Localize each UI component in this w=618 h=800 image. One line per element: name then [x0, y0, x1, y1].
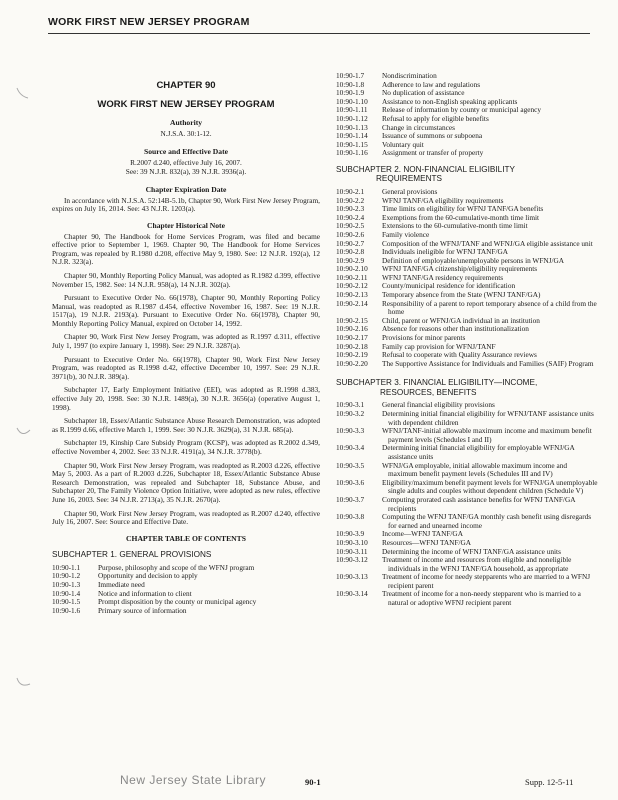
toc-entry-title: Notice and information to client	[98, 588, 192, 598]
toc-entry-title: Prompt disposition by the county or municipal agency	[98, 597, 257, 607]
toc-entry-title: Individuals ineligible for WFNJ TANF/GA	[382, 247, 509, 257]
toc-entry-title: Treatment of income for needy stepparents who are married to a WFNJ recipient parent	[382, 572, 591, 590]
toc-entry	[336, 115, 598, 124]
chapter-title: WORK FIRST NEW JERSEY PROGRAM	[97, 98, 275, 110]
toc-entry-number: 10:90-1.16	[336, 148, 368, 158]
toc-entry-number: 10:90-1.12	[336, 113, 368, 123]
toc-entry	[52, 572, 320, 581]
margin-mark-icon	[14, 676, 34, 690]
toc-entry-title: Change in circumstances	[382, 122, 455, 132]
toc-entry-title: No duplication of assistance	[382, 88, 465, 98]
history-paragraph: Pursuant to Executive Order No. 66(1978), Chapter 90, Monthly Reporting Policy Manual, was readopted as R.1987 d.454, effective November 16, 1987. See: 19 N.J.R. 1517(a), 19 N.J.R. 2193(a). Pursuant to Executive Order No. 66(1978), Chapter 90, Monthly Reporting Policy Manual, expired on October 14, 1992.	[52, 293, 320, 328]
authority-text: N.J.S.A. 30:1-12.	[160, 128, 212, 138]
history-heading: Chapter Historical Note	[147, 220, 225, 230]
toc-entry-number: 10:90-1.9	[336, 88, 365, 98]
toc-entry-title: Time limits on eligibility for WFNJ TANF/GA benefits	[382, 204, 544, 214]
toc-entry-title: Treatment of income and resources from eligible and noneligible individuals in the WFNJ TANF/GA household, as appropriate	[382, 555, 572, 573]
toc-entry	[336, 325, 598, 334]
toc-entry-number: 10:90-3.3	[336, 426, 365, 436]
subchapter-2-heading: SUBCHAPTER 2. NON-FINANCIAL ELIGIBILITY REQUIREMENTS	[336, 164, 515, 184]
history-paragraph: Pursuant to Executive Order No. 66(1978), Chapter 90, Work First New Jersey Program, was readopted as R.1998 d.42, effective December 10, 1997. See: 29 N.J.R. 3971(b), 30 N.J.R. 389(a).	[52, 354, 320, 381]
toc-entry-number: 10:90-3.6	[336, 477, 365, 487]
toc-entry	[336, 300, 598, 317]
toc-entry-title: Computing prorated cash assistance benefits for WFNJ TANF/GA recipients	[382, 494, 576, 513]
toc-entry-title: Assignment or transfer of property	[382, 148, 484, 158]
toc-entry-number: 10:90-2.11	[336, 272, 368, 282]
toc-entry-number: 10:90-2.8	[336, 247, 365, 257]
history-paragraph: Chapter 90, The Handbook for Home Services Program, was filed and became effective prior to September 1, 1969. Chapter 90, The Handbook for Home Services Program, was repealed by R.1980 d.208, effective May 9, 1980. See: 12 N.J.R. 192(a), 12 N.J.R. 323(a).	[52, 231, 320, 267]
subchapter-1-heading: SUBCHAPTER 1. GENERAL PROVISIONS	[52, 550, 212, 560]
expiration-heading: Chapter Expiration Date	[145, 185, 227, 195]
toc-entry	[336, 410, 598, 427]
history-paragraph: Chapter 90, Work First New Jersey Program, was readopted as R.2003 d.226, effective May 5, 2003. As a part of R.2003 d.226, Subchapter 18, Essex/Atlantic Substance Abuse Research Demonstration, was repealed and Subchapter 18, Substance Abuse, and Subchapter 20, The Family Violence Option Initiative, were adopted as new rules, effective June 16, 2003. See: 34 N.J.R. 2713(a), 35 N.J.R. 2670(a).	[52, 460, 320, 504]
toc-entry-number: 10:90-2.9	[336, 255, 365, 265]
toc-entry-number: 10:90-1.6	[52, 605, 81, 615]
toc-entry	[52, 607, 320, 616]
toc-entry	[336, 427, 598, 444]
toc-entry-title: Purpose, philosophy and scope of the WFNJ program	[98, 562, 255, 572]
subchapter-1-continued-list	[336, 72, 598, 158]
toc-entry-title: WFNJ TANF/GA citizenship/eligibility requirements	[382, 264, 538, 274]
toc-entry-number: 10:90-2.13	[336, 290, 368, 300]
library-stamp: New Jersey State Library	[120, 773, 267, 787]
toc-entry-number: 10:90-3.11	[336, 546, 368, 556]
left-column	[52, 58, 320, 615]
toc-entry-title: Determining initial financial eligibility for WFNJ/TANF assistance units with dependent children	[382, 409, 594, 427]
toc-entry-number: 10:90-1.2	[52, 571, 81, 581]
toc-entry-number: 10:90-1.1	[52, 562, 81, 572]
toc-entry-number: 10:90-1.13	[336, 122, 368, 132]
subchapter-3-list	[336, 401, 598, 607]
subchapter-3-heading: SUBCHAPTER 3. FINANCIAL ELIGIBILITY—INCOME, RESOURCES, BENEFITS	[336, 378, 538, 397]
toc-entry-number: 10:90-3.13	[336, 572, 368, 582]
toc-entry-number: 10:90-3.7	[336, 494, 365, 504]
toc-entry-title: Exemptions from the 60-cumulative-month time limit	[382, 212, 540, 222]
toc-entry-number: 10:90-2.6	[336, 229, 365, 239]
toc-entry-number: 10:90-3.8	[336, 512, 365, 522]
toc-entry-number: 10:90-2.15	[336, 315, 368, 325]
toc-entry	[336, 444, 598, 461]
toc-entry-number: 10:90-1.14	[336, 131, 368, 141]
toc-entry	[336, 132, 598, 141]
toc-entry-number: 10:90-1.8	[336, 79, 365, 89]
toc-entry-number: 10:90-3.9	[336, 529, 365, 539]
running-head: WORK FIRST NEW JERSEY PROGRAM	[48, 16, 250, 28]
toc-entry-number: 10:90-2.3	[336, 204, 365, 214]
toc-entry-title: Extensions to the 60-cumulative-month time limit	[382, 221, 528, 231]
toc-entry-number: 10:90-3.5	[336, 460, 365, 470]
toc-entry-number: 10:90-1.3	[52, 580, 81, 590]
toc-entry-title: County/municipal residence for identification	[382, 281, 516, 291]
source-heading: Source and Effective Date	[143, 147, 228, 157]
toc-entry	[336, 573, 598, 590]
toc-entry-title: Treatment of income for a non-needy stepparent who is married to a natural or adoptive WFNJ recipient parent	[382, 589, 581, 608]
toc-entry-title: Voluntary quit	[382, 139, 424, 149]
supplement-date: Supp. 12-5-11	[525, 777, 574, 787]
toc-entry-title: Release of information by county or municipal agency	[382, 105, 542, 115]
subchapter-1-list	[52, 564, 320, 616]
toc-entry-title: Resources—WFNJ TANF/GA	[382, 537, 472, 547]
toc-entry-number: 10:90-3.1	[336, 400, 365, 410]
toc-entry-title: Provisions for minor parents	[382, 333, 466, 343]
toc-entry-number: 10:90-3.12	[336, 555, 368, 565]
toc-entry-title: Child, parent or WFNJ/GA individual in an institution	[382, 315, 540, 325]
source-line: R.2007 d.240, effective July 16, 2007.	[130, 157, 242, 167]
toc-entry-title: Composition of the WFNJ/TANF and WFNJ/GA eligible assistance unit	[382, 238, 593, 248]
toc-entry-title: Determining the income of WFNJ TANF/GA assistance units	[382, 546, 561, 556]
toc-entry-number: 10:90-2.19	[336, 350, 368, 360]
toc-entry-title: Temporary absence from the State (WFNJ TANF/GA)	[382, 290, 541, 300]
toc-entry	[336, 556, 598, 573]
toc-entry-number: 10:90-1.10	[336, 96, 368, 106]
toc-entry-title: WFNJ/GA employable, initial allowable maximum income and maximum benefit payment levels (Schedules III and IV)	[382, 460, 568, 479]
header-rule	[48, 33, 590, 34]
toc-entry-title: Family cap provision for WFNJ/TANF	[382, 341, 496, 351]
toc-entry	[336, 360, 598, 369]
toc-entry-number: 10:90-2.16	[336, 324, 368, 334]
toc-entry-title: Definition of employable/unemployable persons in WFNJ/GA	[382, 255, 565, 265]
authority-heading: Authority	[169, 118, 203, 128]
toc-entry-number: 10:90-2.10	[336, 264, 368, 274]
toc-entry-number: 10:90-3.2	[336, 409, 365, 418]
history-paragraph: Chapter 90, Work First New Jersey Program, was adopted as R.1997 d.311, effective July 1, 1997 (to expire January 1, 1998). See: 29 N.J.R. 3287(a).	[52, 332, 320, 351]
history-paragraph: Subchapter 19, Kinship Care Subsidy Program (KCSP), was adopted as R.2002 d.349, effective November 4, 2002. See: 33 N.J.R. 4191(a), 34 N.J.R. 3778(b).	[52, 438, 320, 456]
toc-entry-title: Assistance to non-English speaking applicants	[382, 96, 518, 106]
source-line: See: 39 N.J.R. 832(a), 39 N.J.R. 3936(a).	[125, 166, 247, 176]
toc-entry-title: Absence for reasons other than institutionalization	[382, 324, 529, 334]
toc-entry-number: 10:90-2.18	[336, 341, 368, 351]
margin-mark-icon	[14, 86, 34, 100]
toc-entry-title: General financial eligibility provisions	[382, 400, 495, 410]
toc-entry-title: The Supportive Assistance for Individuals and Families (SAIF) Program	[382, 358, 594, 368]
toc-entry-title: Refusal to apply for eligible benefits	[382, 113, 489, 123]
toc-entry-title: Family violence	[382, 229, 430, 239]
toc-entry-title: Eligibility/maximum benefit payment levels for WFNJ/GA unemployable single adults and couples without dependent children (Schedule V)	[382, 477, 598, 496]
toc-entry-title: Nondiscrimination	[382, 71, 437, 80]
right-column	[336, 72, 598, 608]
toc-entry-number: 10:90-2.14	[336, 298, 368, 308]
toc-entry-number: 10:90-2.17	[336, 333, 368, 343]
toc-entry-title: Primary source of information	[98, 605, 187, 615]
toc-entry	[336, 462, 598, 479]
toc-heading: CHAPTER TABLE OF CONTENTS	[126, 533, 246, 543]
toc-entry	[336, 590, 598, 607]
toc-entry-number: 10:90-1.15	[336, 139, 368, 149]
page-number: 90-1	[305, 777, 321, 787]
toc-entry-number: 10:90-3.4	[336, 443, 365, 453]
toc-entry-number: 10:90-3.10	[336, 537, 368, 547]
toc-entry-title: General provisions	[382, 186, 438, 196]
toc-entry-title: WFNJ TANF/GA residency requirements	[382, 272, 504, 282]
toc-entry	[336, 81, 598, 90]
toc-entry-title: Opportunity and decision to apply	[98, 571, 198, 581]
toc-entry-title: Refusal to cooperate with Quality Assurance reviews	[382, 350, 537, 360]
history-paragraph: Chapter 90, Work First New Jersey Program, was readopted as R.2007 d.240, effective July 16, 2007. See: Source and Effective Date.	[52, 508, 320, 527]
toc-entry	[336, 513, 598, 530]
toc-entry-number: 10:90-2.5	[336, 221, 365, 231]
history-paragraph: Chapter 90, Monthly Reporting Policy Manual, was adopted as R.1982 d.399, effective November 15, 1982. See: 14 N.J.R. 958(a), 14 N.J.R. 302(a).	[52, 270, 320, 289]
toc-entry	[336, 496, 598, 513]
toc-entry-number: 10:90-2.12	[336, 281, 368, 291]
toc-entry	[336, 479, 598, 496]
toc-entry-number: 10:90-2.4	[336, 212, 365, 222]
toc-entry-title: WFNJ/TANF-initial allowable maximum income and maximum benefit payment levels (Schedules I and II)	[382, 426, 592, 444]
history-paragraphs	[52, 233, 320, 527]
toc-entry-title: Responsibility of a parent to report temporary absence of a child from the home	[382, 298, 597, 317]
toc-entry-number: 10:90-2.2	[336, 195, 365, 205]
margin-mark-icon	[14, 426, 34, 440]
toc-entry-number: 10:90-1.5	[52, 597, 81, 607]
toc-entry	[336, 222, 598, 231]
toc-entry-title: Adherence to law and regulations	[382, 79, 481, 89]
chapter-number: CHAPTER 90	[156, 80, 216, 91]
history-paragraph: Subchapter 17, Early Employment Initiative (EEI), was adopted as R.1998 d.383, effective July 20, 1998. See: 30 N.J.R. 1489(a), 30 N.J.R. 3656(a) (operative August 1, 1998).	[52, 385, 320, 412]
history-paragraph: Subchapter 18, Essex/Atlantic Substance Abuse Research Demonstration, was adopted as R.1999 d.66, effective March 1, 1999. See: 30 N.J.R. 3629(a), 31 N.J.R. 685(a).	[52, 416, 320, 434]
toc-entry-title: Computing the WFNJ TANF/GA monthly cash benefit using disregards for earned and unearned income	[382, 512, 592, 530]
toc-entry-number: 10:90-1.4	[52, 588, 81, 598]
toc-entry-number: 10:90-2.7	[336, 238, 365, 248]
toc-entry-title: Determining initial financial eligibility for employable WFNJ/GA assistance units	[382, 443, 575, 461]
toc-entry-title: WFNJ TANF/GA eligibility requirements	[382, 195, 504, 205]
toc-entry-number: 10:90-1.7	[336, 71, 365, 80]
toc-entry-title: Issuance of summons or subpoena	[382, 131, 483, 141]
toc-entry-number: 10:90-3.14	[336, 589, 368, 599]
toc-entry-title: Immediate need	[98, 580, 145, 590]
toc-entry	[336, 149, 598, 158]
toc-entry-number: 10:90-2.20	[336, 358, 368, 368]
subchapter-2-list	[336, 188, 598, 368]
toc-entry-number: 10:90-1.11	[336, 105, 368, 115]
toc-entry-title: Income—WFNJ TANF/GA	[382, 529, 463, 539]
toc-entry-number: 10:90-2.1	[336, 186, 365, 196]
expiration-text: In accordance with N.J.S.A. 52:14B-5.1b, Chapter 90, Work First New Jersey Program, expires on July 16, 2014. See: 43 N.J.R. 1203(a).	[52, 195, 320, 214]
